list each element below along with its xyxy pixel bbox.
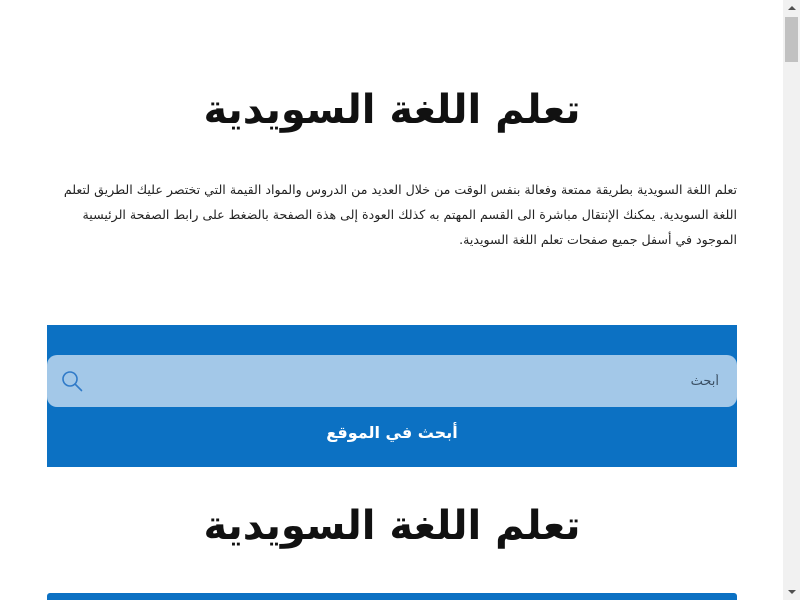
intro-paragraph: تعلم اللغة السويدية بطريقة ممتعة وفعالة بنفس الوقت من خلال العديد من الدروس والمواد القيمة التي تختصر عليك الطريق لتعلم اللغة السويدية. يمكنك الإنتقال مباشرة الى القسم المهتم به كذلك العودة إلى هذة الصفحة بالضغط على رابط الصفحة الرئيسية الموجود في أسفل جميع صفحات تعلم اللغة السويدية. xyxy=(63,182,737,247)
scroll-up-arrow-icon[interactable] xyxy=(783,0,800,17)
scroll-down-arrow-icon[interactable] xyxy=(783,583,800,600)
search-icon[interactable] xyxy=(61,370,83,392)
search-panel xyxy=(47,325,737,467)
scrollbar-thumb[interactable] xyxy=(785,17,798,62)
search-input[interactable] xyxy=(91,355,719,407)
search-submit-button[interactable]: أبحث في الموقع xyxy=(47,411,737,455)
section-bar xyxy=(47,593,737,600)
vertical-scrollbar[interactable] xyxy=(783,0,800,600)
page-title: تعلم اللغة السويدية xyxy=(203,87,581,133)
section-title: تعلم اللغة السويدية xyxy=(203,503,581,549)
search-field xyxy=(47,355,737,407)
